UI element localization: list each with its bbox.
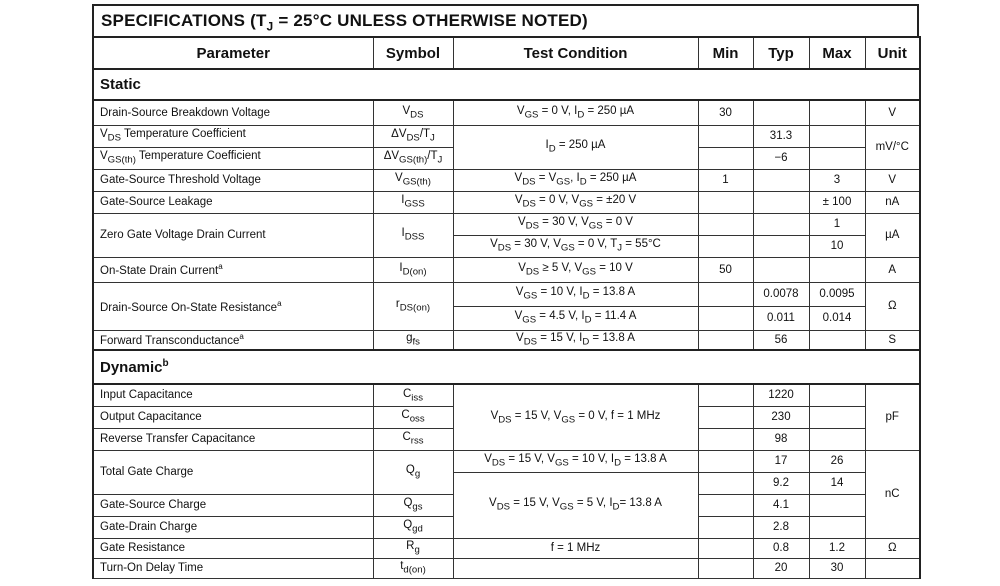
min-cell — [698, 384, 753, 406]
condition-cell: $V_{GS} = 4.5$ V, $I_D = 11.4$ A — [453, 306, 698, 330]
param-cell: Gate-Source Leakage — [93, 191, 373, 213]
min-cell — [698, 330, 753, 350]
max-cell — [809, 428, 865, 450]
symbol-cell: $Q_g$ — [373, 450, 453, 494]
header-symbol: Symbol — [373, 37, 453, 69]
min-cell — [698, 213, 753, 235]
header-typ: Typ — [753, 37, 809, 69]
condition-cell: $V_{DS} = 15$ V, $V_{GS} = 5$ V, $I_D= 13.8$ A — [453, 472, 698, 538]
spec-sheet — [92, 4, 919, 579]
condition-cell: $V_{DS} = 15$ V, $I_D = 13.8$ A — [453, 330, 698, 350]
min-cell — [698, 282, 753, 306]
symbol-cell: $t_{d(on)}$ — [373, 558, 453, 578]
symbol-cell: $C_{iss}$ — [373, 384, 453, 406]
min-cell — [698, 235, 753, 257]
table-row — [93, 538, 920, 558]
typ-cell — [753, 257, 809, 282]
header-row — [93, 37, 920, 69]
param-text: Forward Transconductance — [100, 335, 240, 348]
max-cell — [809, 257, 865, 282]
min-cell — [698, 147, 753, 169]
max-cell: 14 — [809, 472, 865, 494]
min-cell: 50 — [698, 257, 753, 282]
param-text: Temperature Coefficient — [135, 150, 261, 163]
typ-cell: 31.3 — [753, 125, 809, 147]
table-row — [93, 191, 920, 213]
param-text: Drain-Source On-State Resistance — [100, 301, 278, 314]
title-sub: J — [266, 19, 274, 34]
param-cell: Zero Gate Voltage Drain Current — [93, 213, 373, 257]
max-cell — [809, 147, 865, 169]
symbol-cell: $V_{GS(th)}$ — [373, 169, 453, 191]
unit-cell: Ω — [865, 538, 920, 558]
min-cell — [698, 191, 753, 213]
title-rest: = 25°C UNLESS OTHERWISE NOTED) — [273, 11, 588, 30]
min-cell — [698, 428, 753, 450]
table-row — [93, 100, 920, 125]
min-cell — [698, 450, 753, 472]
max-cell — [809, 516, 865, 538]
symbol-cell: $I_{GSS}$ — [373, 191, 453, 213]
max-cell: 30 — [809, 558, 865, 578]
section-dynamic — [93, 350, 920, 384]
min-cell — [698, 516, 753, 538]
max-cell: 10 — [809, 235, 865, 257]
param-cell: Gate Resistance — [93, 538, 373, 558]
max-cell: 26 — [809, 450, 865, 472]
condition-cell: $V_{DS} \ge 5$ V, $V_{GS} = 10$ V — [453, 257, 698, 282]
header-max: Max — [809, 37, 865, 69]
unit-cell: V — [865, 169, 920, 191]
symbol-cell: $r_{DS(on)}$ — [373, 282, 453, 330]
typ-cell: 4.1 — [753, 494, 809, 516]
max-cell: 0.0095 — [809, 282, 865, 306]
param-pre: V — [100, 150, 108, 163]
param-sub: GS(th) — [107, 154, 136, 166]
symbol-cell: $C_{rss}$ — [373, 428, 453, 450]
max-cell: 0.014 — [809, 306, 865, 330]
typ-cell: 56 — [753, 330, 809, 350]
symbol-cell: $I_{D(on)}$ — [373, 257, 453, 282]
condition-cell: f = 1 MHz — [453, 538, 698, 558]
param-cell: Reverse Transfer Capacitance — [93, 428, 373, 450]
min-cell — [698, 406, 753, 428]
symbol-cell: $I_{DSS}$ — [373, 213, 453, 257]
param-text: On-State Drain Current — [100, 264, 219, 277]
param-cell: Total Gate Charge — [93, 450, 373, 494]
typ-cell: 98 — [753, 428, 809, 450]
table-row — [93, 282, 920, 306]
section-static: Static — [93, 69, 920, 100]
symbol-cell: $Q_{gs}$ — [373, 494, 453, 516]
typ-cell: 230 — [753, 406, 809, 428]
max-cell — [809, 494, 865, 516]
section-row — [93, 350, 920, 384]
symbol-sub: DS — [410, 109, 424, 121]
typ-cell: 0.8 — [753, 538, 809, 558]
condition-cell — [453, 558, 698, 578]
param-cell — [93, 330, 373, 350]
max-cell: 1 — [809, 213, 865, 235]
max-cell — [809, 125, 865, 147]
typ-cell — [753, 169, 809, 191]
footnote-mark: a — [277, 298, 282, 308]
symbol-cell: $\Delta V_{DS}/T_J$ — [373, 125, 453, 147]
param-cell: Turn-On Delay Time — [93, 558, 373, 578]
min-cell: 1 — [698, 169, 753, 191]
header-unit: Unit — [865, 37, 920, 69]
unit-cell: mV/°C — [865, 125, 920, 169]
min-cell — [698, 306, 753, 330]
section-row — [93, 69, 920, 100]
table-row — [93, 213, 920, 235]
unit-cell: Ω — [865, 282, 920, 330]
param-cell — [93, 125, 373, 147]
max-cell — [809, 384, 865, 406]
typ-cell: 20 — [753, 558, 809, 578]
typ-cell — [753, 213, 809, 235]
param-cell: Gate-Drain Charge — [93, 516, 373, 538]
typ-cell: −6 — [753, 147, 809, 169]
max-cell: 1.2 — [809, 538, 865, 558]
param-cell: Output Capacitance — [93, 406, 373, 428]
typ-cell — [753, 100, 809, 125]
title-main: SPECIFICATIONS (T — [101, 11, 267, 30]
min-cell: 30 — [698, 100, 753, 125]
condition-cell: $V_{DS} = 30$ V, $V_{GS} = 0$ V — [453, 213, 698, 235]
spec-table — [92, 36, 921, 579]
typ-cell: 0.011 — [753, 306, 809, 330]
footnote-mark: a — [239, 332, 244, 342]
typ-cell: 2.8 — [753, 516, 809, 538]
footnote-mark: b — [162, 358, 169, 369]
param-sub: DS — [107, 132, 121, 144]
unit-cell: A — [865, 257, 920, 282]
table-row — [93, 125, 920, 147]
table-row — [93, 558, 920, 578]
condition-cell: $V_{DS} = 30$ V, $V_{GS} = 0$ V, $T_J = 55^\circ C$ — [453, 235, 698, 257]
typ-cell: 17 — [753, 450, 809, 472]
condition-cell: $V_{DS} = 0$ V, $V_{GS} = \pm 20$ V — [453, 191, 698, 213]
footnote-mark: a — [218, 262, 223, 272]
unit-cell: nC — [865, 450, 920, 538]
max-cell — [809, 330, 865, 350]
typ-cell: 9.2 — [753, 472, 809, 494]
max-cell — [809, 100, 865, 125]
condition-cell: $I_D = 250$ µA — [453, 125, 698, 169]
param-text: Temperature Coefficient — [120, 128, 246, 141]
unit-cell — [865, 558, 920, 578]
condition-cell: $V_{GS} = 10$ V, $I_D = 13.8$ A — [453, 282, 698, 306]
unit-cell: nA — [865, 191, 920, 213]
table-row — [93, 257, 920, 282]
min-cell — [698, 538, 753, 558]
typ-cell: 1220 — [753, 384, 809, 406]
header-min: Min — [698, 37, 753, 69]
page-title — [92, 4, 919, 36]
min-cell — [698, 558, 753, 578]
condition-cell: $V_{DS} = 15$ V, $V_{GS} = 10$ V, $I_D = 13.8$ A — [453, 450, 698, 472]
symbol-cell: $g_{fs}$ — [373, 330, 453, 350]
param-cell: Input Capacitance — [93, 384, 373, 406]
unit-cell: S — [865, 330, 920, 350]
typ-cell — [753, 191, 809, 213]
min-cell — [698, 472, 753, 494]
condition-cell: $V_{DS} = 15$ V, $V_{GS} = 0$ V, f = 1 MHz — [453, 384, 698, 450]
table-row — [93, 384, 920, 406]
header-parameter: Parameter — [93, 37, 373, 69]
table-row — [93, 450, 920, 472]
header-test-condition: Test Condition — [453, 37, 698, 69]
param-cell: Gate-Source Charge — [93, 494, 373, 516]
condition-cell: $V_{DS} = V_{GS}$, $I_D = 250$ µA — [453, 169, 698, 191]
typ-cell — [753, 235, 809, 257]
section-dynamic-label: Dynamic — [100, 359, 163, 376]
symbol-cell: $C_{oss}$ — [373, 406, 453, 428]
min-cell — [698, 125, 753, 147]
symbol-text: V — [402, 105, 411, 118]
unit-cell: µA — [865, 213, 920, 257]
symbol-cell: $\Delta V_{GS(th)}/T_J$ — [373, 147, 453, 169]
param-cell — [93, 257, 373, 282]
symbol-cell: $R_g$ — [373, 538, 453, 558]
param-cell — [93, 147, 373, 169]
max-cell: ± 100 — [809, 191, 865, 213]
unit-cell: V — [865, 100, 920, 125]
unit-cell: pF — [865, 384, 920, 450]
param-cell: Drain-Source Breakdown Voltage — [93, 100, 373, 125]
param-cell: Gate-Source Threshold Voltage — [93, 169, 373, 191]
max-cell: 3 — [809, 169, 865, 191]
min-cell — [698, 494, 753, 516]
param-cell — [93, 282, 373, 330]
condition-cell: $V_{GS} = 0$ V, $I_D = 250$ µA — [453, 100, 698, 125]
typ-cell: 0.0078 — [753, 282, 809, 306]
symbol-cell: $Q_{gd}$ — [373, 516, 453, 538]
table-row — [93, 330, 920, 350]
symbol-cell — [373, 100, 453, 125]
table-row — [93, 169, 920, 191]
param-pre: V — [100, 128, 108, 141]
max-cell — [809, 406, 865, 428]
